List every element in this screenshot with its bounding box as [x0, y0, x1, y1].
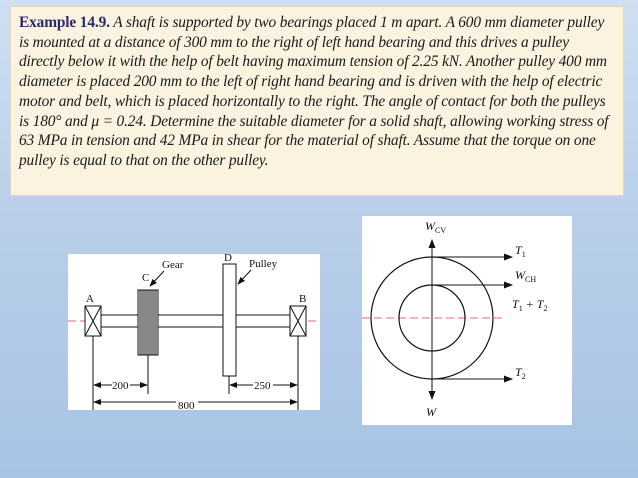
pulley-leader [238, 270, 251, 284]
gear-leader [150, 271, 164, 286]
problem-statement-box [10, 6, 624, 196]
pulley-d [223, 264, 236, 376]
bearing-a [85, 306, 101, 336]
gear-c [138, 290, 158, 355]
label-pulley: Pulley [249, 258, 278, 270]
dimension-extension-lines [93, 336, 298, 410]
label-c: C [142, 272, 150, 284]
shaft [90, 315, 302, 327]
label-t1: $T_1$ [515, 243, 526, 259]
dim-200: 200 [112, 380, 129, 392]
label-t1-plus-t2: $T_1 + T_2$ [512, 297, 548, 313]
label-d: D [224, 254, 232, 264]
label-a: A [86, 293, 94, 305]
label-w: W [426, 405, 436, 419]
label-b: B [299, 293, 307, 305]
label-gear: Gear [162, 259, 184, 271]
force-diagram-panel [362, 216, 572, 425]
example-title: Example 14.9. [19, 14, 110, 31]
shaft-diagram [68, 254, 320, 410]
dim-800: 800 [178, 400, 195, 410]
shaft-diagram-panel [68, 254, 320, 410]
problem-statement [11, 7, 623, 171]
label-wcv: $W_{CV}$ [425, 219, 447, 235]
label-wch: $W_{CH}$ [515, 268, 537, 284]
problem-body: A shaft is supported by two bearings placed 1 m apart. A 600 mm diameter pulley is mounted at a distance of 300 mm to the right of left hand bearing and this drives a pulley directly below it with the help of belt having maximum tension of 2.25 kN. Another pulley 400 mm diameter is placed 200 mm to the left of right hand bearing and is driven with the help of electric motor and belt, which is placed horizontally to the right. The angle of contact for both the pulleys is 180° and μ = 0.24. Determine the suitable diameter for a solid shaft, allowing working stress of 63 MPa in tension and 42 MPa in shear for the material of shaft. Assume that the torque on one pulley is equal to that on the other pulley. [19, 14, 609, 169]
label-t2: $T_2$ [515, 365, 526, 381]
bearing-b [290, 306, 306, 336]
dim-250: 250 [254, 380, 271, 392]
force-diagram [362, 216, 572, 425]
